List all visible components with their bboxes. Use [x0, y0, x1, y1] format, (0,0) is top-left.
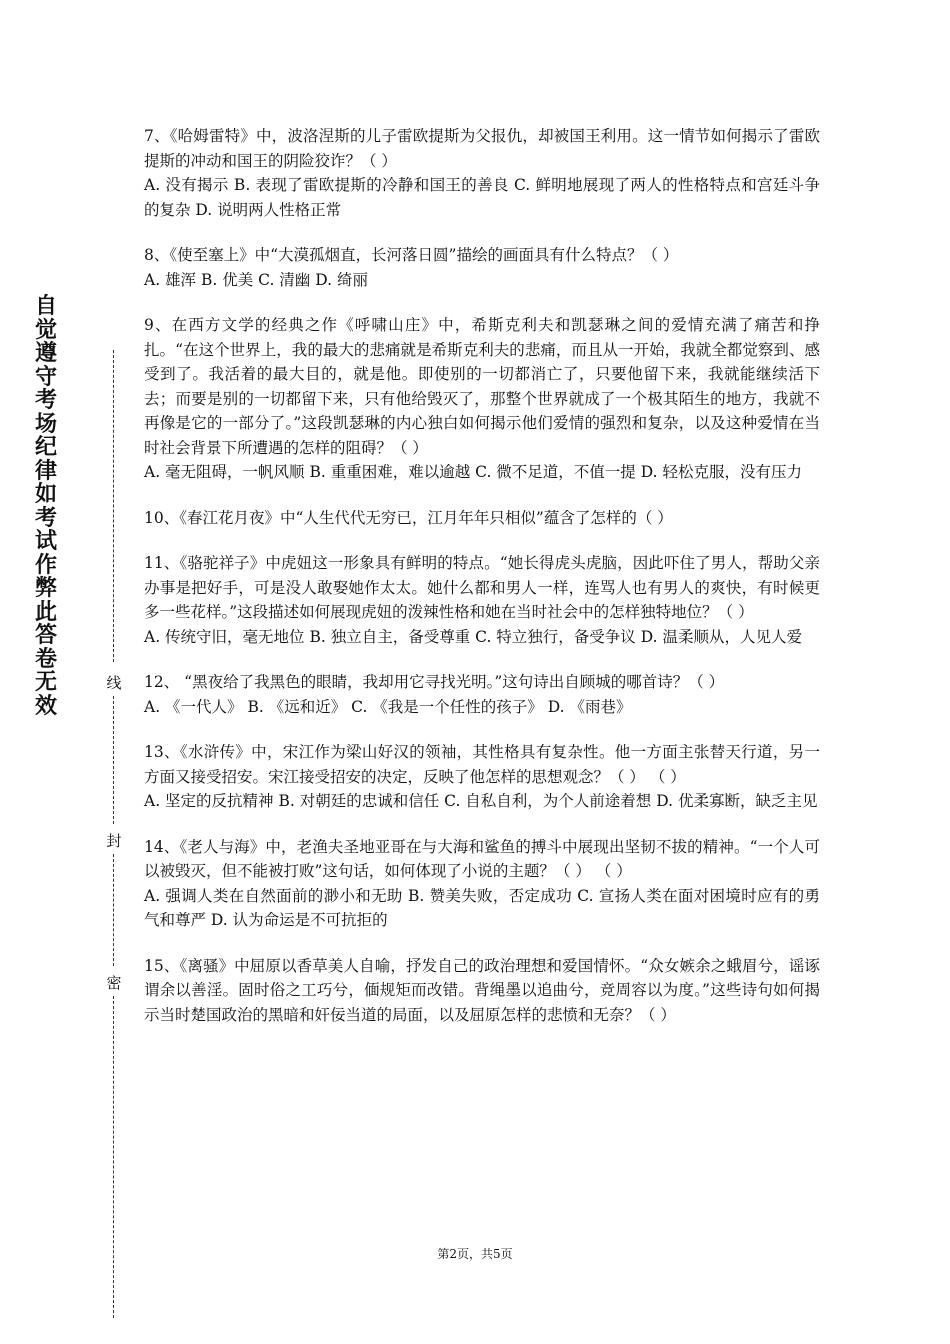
question-9 [144, 313, 820, 485]
question-10 [144, 506, 820, 531]
question-options: A. 没有揭示 B. 表现了雷欧提斯的冷静和国王的善良 C. 鲜明地展现了两人的性格特点和宫廷斗争的复杂 D. 说明两人性格正常 [144, 176, 820, 219]
question-list [144, 124, 820, 1048]
question-options: A. 坚定的反抗精神 B. 对朝廷的忠诚和信任 C. 自私自利，为个人前途着想 D. 优柔寡断，缺乏主见 [144, 792, 818, 810]
question-15 [144, 954, 820, 1028]
question-text: 11、《骆驼祥子》中虎妞这一形象具有鲜明的特点。“她长得虎头虎脑，因此吓住了男人，帮助父亲办事是把好手，可是没人敢娶她作太太。她什么都和男人一样，连骂人也有男人的爽快，有时候更多一些花样。”这段描述如何展现虎妞的泼辣性格和她在当时社会中的怎样独特地位？（ ） [144, 554, 820, 621]
binding-dash-segment [113, 996, 114, 1318]
question-11 [144, 551, 820, 649]
binding-dash-segment [113, 350, 114, 662]
question-text: 9、在西方文学的经典之作《呼啸山庄》中，希斯克利夫和凯瑟琳之间的爱情充满了痛苦和挣扎。“在这个世界上，我的最大的悲痛就是希斯克利夫的悲痛，而且从一开始，我就全都觉察到、感受到了。我活着的最大目的，就是他。即使别的一切都消亡了，只要他留下来，我就能继续活下去；而要是别的一切都留下来，只有他给毁灭了，那整个世界就成了一个极其陌生的地方，我就不再像是它的一部分了。”这段凯瑟琳的内心独白如何揭示他们爱情的强烈和复杂，以及这种爱情在当时社会背景下所遭遇的怎样的阻碍？（ ） [144, 316, 820, 457]
binding-mark-line: 线 [106, 674, 122, 692]
question-7 [144, 124, 820, 222]
question-8 [144, 243, 820, 292]
question-12 [144, 670, 820, 719]
question-text: 15、《离骚》中屈原以香草美人自喻，抒发自己的政治理想和爱国情怀。“众女嫉余之蛾眉兮，谣诼谓余以善淫。固时俗之工巧兮，偭规矩而改错。背绳墨以追曲兮，竞周容以为度。”这些诗句如何揭示当时楚国政治的黑暗和奸佞当道的局面，以及屈原怎样的悲愤和无奈？（ ） [144, 956, 820, 1024]
binding-dash-segment [113, 696, 114, 824]
binding-mark-seal: 封 [106, 832, 122, 850]
question-text: 14、《老人与海》中，老渔夫圣地亚哥在与大海和鲨鱼的搏斗中展现出坚韧不拔的精神。“一个人可以被毁灭，但不能被打败”这句话，如何体现了小说的主题？（ ） （ ） [144, 837, 820, 880]
question-options: A. 毫无阻碍，一帆风顺 B. 重重困难，难以逾越 C. 微不足道，不值一提 D. 轻松克服，没有压力 [144, 463, 802, 481]
question-options: A. 传统守旧，毫无地位 B. 独立自主，备受尊重 C. 特立独行，备受争议 D. 温柔顺从，人见人爱 [144, 627, 802, 646]
binding-line [104, 350, 124, 1320]
question-text: 13、《水浒传》中，宋江作为梁山好汉的领袖，其性格具有复杂性。他一方面主张替天行道，另一方面又接受招安。宋江接受招安的决定，反映了他怎样的思想观念？（ ） （ ） [144, 743, 820, 786]
question-options: A. 雄浑 B. 优美 C. 清幽 D. 绮丽 [144, 270, 368, 289]
question-text: 10、《春江花月夜》中“人生代代无穷已，江月年年只相似”蕴含了怎样的（ ） [144, 508, 673, 527]
question-text: 8、《使至塞上》中“大漠孤烟直，长河落日圆”描绘的画面具有什么特点？（ ） [144, 246, 679, 264]
question-text: 7、《哈姆雷特》中，波洛涅斯的儿子雷欧提斯为父报仇，却被国王利用。这一情节如何揭示了雷欧提斯的冲动和国王的阴险狡诈？（ ） [144, 127, 820, 170]
question-14 [144, 835, 820, 933]
question-options: A. 强调人类在自然面前的渺小和无助 B. 赞美失败，否定成功 C. 宣扬人类在面对困境时应有的勇气和尊严 D. 认为命运是不可抗拒的 [144, 886, 820, 929]
binding-dash-segment [113, 854, 114, 966]
question-text: 12、 “黑夜给了我黑色的眼睛，我却用它寻找光明。”这句诗出自顾城的哪首诗？（ ） [144, 673, 725, 691]
question-13 [144, 740, 820, 814]
page-number: 第2页，共5页 [437, 1247, 513, 1261]
exam-discipline-notice: 自觉遵守考场纪律如考试作弊此答卷无效 [34, 294, 57, 719]
question-options: A. 《一代人》 B. 《远和近》 C. 《我是一个任性的孩子》 D. 《雨巷》 [144, 697, 632, 716]
binding-mark-secret: 密 [106, 974, 122, 992]
